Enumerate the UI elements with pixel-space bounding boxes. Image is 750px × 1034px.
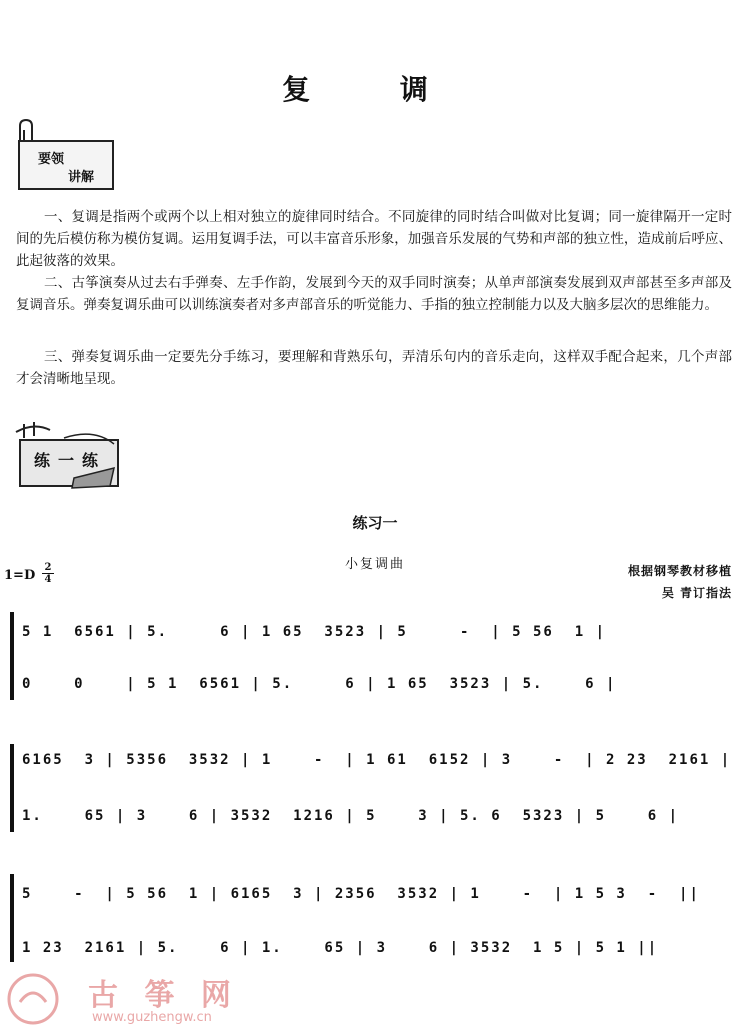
brace <box>10 612 14 700</box>
time-bottom: 4 <box>44 574 52 585</box>
page-title: 复 调 <box>282 73 468 106</box>
watermark-name: 古 筝 网 <box>88 978 239 1013</box>
brace <box>10 744 14 832</box>
credit-source: 根据钢琴教材移植 <box>627 564 732 578</box>
score-system-3 <box>10 868 730 968</box>
score-system-1 <box>10 606 730 706</box>
credit-fingering: 吴 青订指法 <box>661 586 732 600</box>
practice-badge <box>14 418 124 490</box>
practice-label: 练一练 <box>34 451 107 470</box>
lower-staff: 1. 65 | 3 6 | 3532 1216 | 5 3 | 5. 6 5323 | 5 6 | <box>22 808 680 824</box>
watermark <box>0 968 400 1034</box>
badge-line1: 要领 <box>38 152 65 167</box>
brace <box>10 874 14 962</box>
paragraph-3: 三、弹奏复调乐曲一定要先分手练习，要理解和背熟乐句，弄清乐句内的音乐走向，这样双手配合起来，几个声部才会清晰地呈现。 <box>16 349 732 387</box>
exercise-title: 练习一 <box>352 514 398 532</box>
watermark-url: www.guzhengw.cn <box>92 1010 212 1025</box>
exercise-subtitle: 小复调曲 <box>344 557 405 572</box>
upper-staff: 6165 3 | 5356 3532 | 1 - | 1 61 6152 | 3 - | 2 23 2161 | <box>22 752 732 768</box>
paragraph-2: 二、古筝演奏从过去右手弹奏、左手作韵，发展到今天的双手同时演奏；从单声部演奏发展到双声部甚至多声部及复调音乐。弹奏复调乐曲可以训练演奏者对多声部音乐的听觉能力、手指的独立控制能力以及大脑多层次的思维能力。 <box>16 275 732 313</box>
upper-staff: 5 1 6561 | 5. 6 | 1 65 3523 | 5 - | 5 56 1 | <box>22 624 607 640</box>
section-badge <box>18 140 114 190</box>
key-label: 1=D <box>4 568 36 583</box>
upper-staff: 5 - | 5 56 1 | 6165 3 | 2356 3532 | 1 - | 1 5 3 - || <box>22 886 700 902</box>
time-top: 2 <box>42 562 54 574</box>
paragraph-1: 一、复调是指两个或两个以上相对独立的旋律同时结合。不同旋律的同时结合叫做对比复调；同一旋律隔开一定时间的先后模仿称为模仿复调。运用复调手法，可以丰富音乐形象，加强音乐发展的气势和声部的独立性，造成前后呼应、此起彼落的效果。 <box>16 209 732 269</box>
watermark-logo-icon <box>6 972 60 1026</box>
badge-line2: 讲解 <box>68 170 95 185</box>
lower-staff: 0 0 | 5 1 6561 | 5. 6 | 1 65 3523 | 5. 6 | <box>22 676 617 692</box>
key-signature <box>4 562 52 585</box>
time-signature <box>42 562 54 585</box>
score-system-2 <box>10 738 730 838</box>
lower-staff: 1 23 2161 | 5. 6 | 1. 65 | 3 6 | 3532 1 5 | 5 1 || <box>22 940 659 956</box>
